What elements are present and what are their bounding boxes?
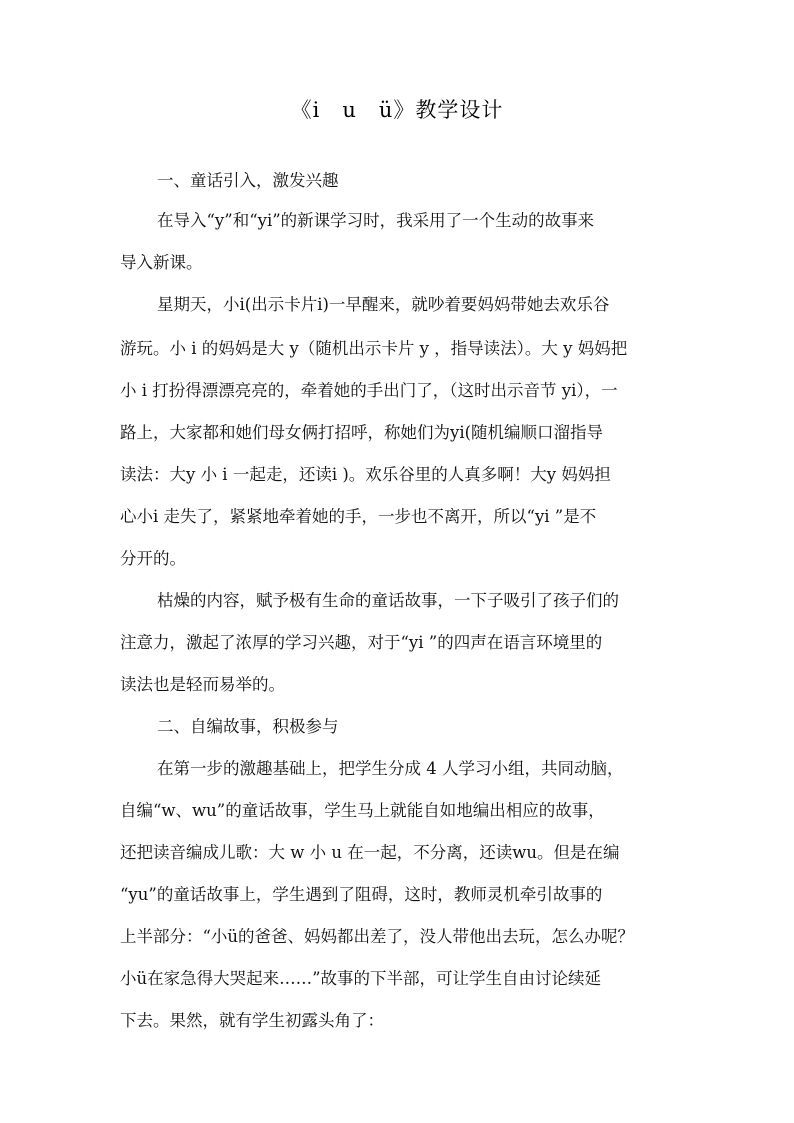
paragraph-line: 下去。果然，就有学生初露头角了： [120, 1011, 384, 1030]
paragraph-line: 读法也是轻而易举的。 [120, 675, 285, 694]
section-heading-2: 二、自编故事，积极参与 [157, 717, 339, 736]
page-title: 《i u ü》教学设计 [290, 98, 504, 122]
paragraph-line: 上半部分：“小ü的爸爸、妈妈都出差了，没人带他出去玩，怎么办呢？ [120, 927, 635, 946]
paragraph-line: 星期天，小i(出示卡片i)一早醒来，就吵着要妈妈带她去欢乐谷 [157, 295, 610, 314]
paragraph-line: 心小i 走失了，紧紧地牵着她的手，一步也不离开，所以“yi ”是不 [120, 507, 597, 526]
paragraph-line: 小 i 打扮得漂漂亮亮的，牵着她的手出门了，（这时出示音节 yi），一 [120, 381, 618, 400]
paragraph-line: 小ü在家急得大哭起来……”故事的下半部，可让学生自由讨论续延 [120, 969, 602, 988]
paragraph-line: 在第一步的激趣基础上，把学生分成 4 人学习小组，共同动脑， [157, 759, 624, 778]
paragraph-line: 读法：大y 小 i 一起走，还读i )。欢乐谷里的人真多啊！大y 妈妈担 [120, 465, 611, 484]
paragraph-line: 自编“w、wu”的童话故事，学生马上就能自如地编出相应的故事， [120, 801, 605, 820]
paragraph-line: “yu”的童话故事上，学生遇到了阻碍，这时，教师灵机牵引故事的 [120, 885, 603, 904]
paragraph-line: 在导入“y”和“yi”的新课学习时，我采用了一个生动的故事来 [157, 211, 595, 230]
paragraph-line: 注意力，激起了浓厚的学习兴趣，对于“yi ”的四声在语言环境里的 [120, 633, 603, 652]
paragraph-line: 导入新课。 [120, 253, 203, 272]
paragraph-line: 分开的。 [120, 549, 186, 568]
paragraph-line: 游玩。小 i 的妈妈是大 y（随机出示卡片 y ，指导读法）。大 y 妈妈把 [120, 339, 628, 358]
paragraph-line: 还把读音编成儿歌：大 w 小 u 在一起，不分离，还读wu。但是在编 [120, 843, 620, 862]
paragraph-line: 路上，大家都和她们母女俩打招呼，称她们为yi(随机编顺口溜指导 [120, 423, 604, 442]
paragraph-line: 枯燥的内容，赋予极有生命的童话故事，一下子吸引了孩子们的 [157, 591, 619, 610]
section-heading-1: 一、童话引入，激发兴趣 [157, 171, 339, 190]
